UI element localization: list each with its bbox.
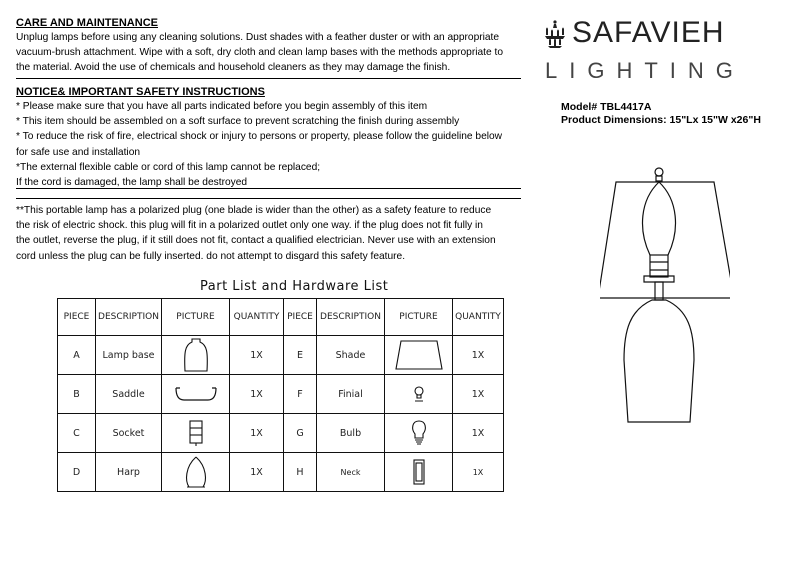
brand-name: SAFAVIEH — [572, 16, 725, 49]
description-cell: Finial — [317, 375, 385, 414]
divider — [16, 198, 521, 199]
piece-cell: B — [58, 375, 96, 414]
picture-cell — [385, 375, 453, 414]
polarized-line: the risk of electric shock. this plug will fit in a polarized outlet only one way. if the plug does not fit fully in — [16, 220, 483, 232]
divider — [16, 188, 521, 189]
table-row — [58, 453, 504, 492]
description-cell: Neck — [317, 453, 385, 492]
polarized-line: **This portable lamp has a polarized plug (one blade is wider than the other) as a safety feature to reduce — [16, 205, 492, 216]
lamp-illustration — [600, 160, 730, 435]
safety-line: * To reduce the risk of fire, electrical shock or injury to persons or property, please follow the guideline below — [16, 131, 503, 143]
table-header-row — [58, 299, 504, 336]
polarized-line: cord unless the plug can be fully inserted. do not attempt to disgard this safety feature. — [16, 250, 406, 262]
header-quantity: QUANTITY — [453, 299, 504, 336]
care-title: CARE AND MAINTENANCE — [16, 17, 158, 29]
picture-cell — [385, 414, 453, 453]
care-line: vacuum-brush attachment. Wipe with a soft, dry cloth and clean lamp bases with the methods appropriate to — [16, 47, 503, 59]
picture-cell — [162, 375, 230, 414]
picture-cell — [162, 414, 230, 453]
polarized-text — [16, 203, 536, 264]
safety-line: * This item should be assembled on a soft surface to prevent scratching the finish during assembly — [16, 116, 460, 128]
header-piece: PIECE — [58, 299, 96, 336]
piece-cell: F — [284, 375, 317, 414]
bulb-icon — [410, 419, 428, 447]
care-line: Unplug lamps before using any cleaning solutions. Dust shades with a feather duster or with an appropriate — [16, 32, 500, 43]
header-picture: PICTURE — [385, 299, 453, 336]
table-row — [58, 336, 504, 375]
product-dimensions: Product Dimensions: 15"Lx 15"W x26"H — [561, 114, 761, 126]
header-picture: PICTURE — [162, 299, 230, 336]
safety-line: If the cord is damaged, the lamp shall be destroyed — [16, 177, 248, 189]
safety-line: * Please make sure that you have all parts indicated before you begin assembly of this item — [16, 101, 428, 112]
header-description: DESCRIPTION — [317, 299, 385, 336]
brand-sub: LIGHTING — [545, 58, 745, 83]
care-line: the material. Avoid the use of chemicals and household cleaners as they may damage the finish. — [16, 62, 451, 74]
care-text — [16, 30, 536, 76]
saddle-icon — [173, 384, 219, 404]
shade-icon — [395, 339, 443, 371]
description-cell: Socket — [96, 414, 162, 453]
chandelier-logo-icon — [543, 20, 567, 55]
quantity-cell: 1X — [230, 375, 284, 414]
table-row — [58, 414, 504, 453]
socket-icon — [188, 419, 204, 447]
quantity-cell: 1X — [230, 336, 284, 375]
safety-title: NOTICE& IMPORTANT SAFETY INSTRUCTIONS — [16, 86, 265, 98]
quantity-cell: 1X — [230, 453, 284, 492]
piece-cell: D — [58, 453, 96, 492]
harp-icon — [183, 455, 209, 489]
header-quantity: QUANTITY — [230, 299, 284, 336]
picture-cell — [385, 336, 453, 375]
quantity-cell: 1X — [230, 414, 284, 453]
header-piece: PIECE — [284, 299, 317, 336]
piece-cell: H — [284, 453, 317, 492]
model-number: Model# TBL4417A — [561, 101, 652, 113]
quantity-cell: 1X — [453, 336, 504, 375]
parts-table — [57, 298, 504, 492]
header-description: DESCRIPTION — [96, 299, 162, 336]
safety-line: *The external flexible cable or cord of this lamp cannot be replaced; — [16, 161, 321, 173]
description-cell: Bulb — [317, 414, 385, 453]
quantity-cell: 1X — [453, 375, 504, 414]
description-cell: Shade — [317, 336, 385, 375]
description-cell: Saddle — [96, 375, 162, 414]
finial-icon — [412, 385, 426, 403]
piece-cell: E — [284, 336, 317, 375]
picture-cell — [162, 453, 230, 492]
description-cell: Lamp base — [96, 336, 162, 375]
safety-line: for safe use and installation — [16, 146, 141, 158]
description-cell: Harp — [96, 453, 162, 492]
lamp-base-icon — [182, 337, 210, 373]
piece-cell: C — [58, 414, 96, 453]
picture-cell — [162, 336, 230, 375]
divider — [16, 78, 521, 79]
piece-cell: A — [58, 336, 96, 375]
safety-text — [16, 99, 536, 190]
table-row — [58, 375, 504, 414]
parts-title: Part List and Hardware List — [200, 279, 389, 294]
piece-cell: G — [284, 414, 317, 453]
neck-icon — [413, 459, 425, 485]
quantity-cell: 1X — [453, 414, 504, 453]
picture-cell — [385, 453, 453, 492]
polarized-line: the outlet, reverse the plug, if it still does not fit, contact a qualified electrician. Never use with an extension — [16, 235, 496, 247]
quantity-cell: 1X — [453, 453, 504, 492]
